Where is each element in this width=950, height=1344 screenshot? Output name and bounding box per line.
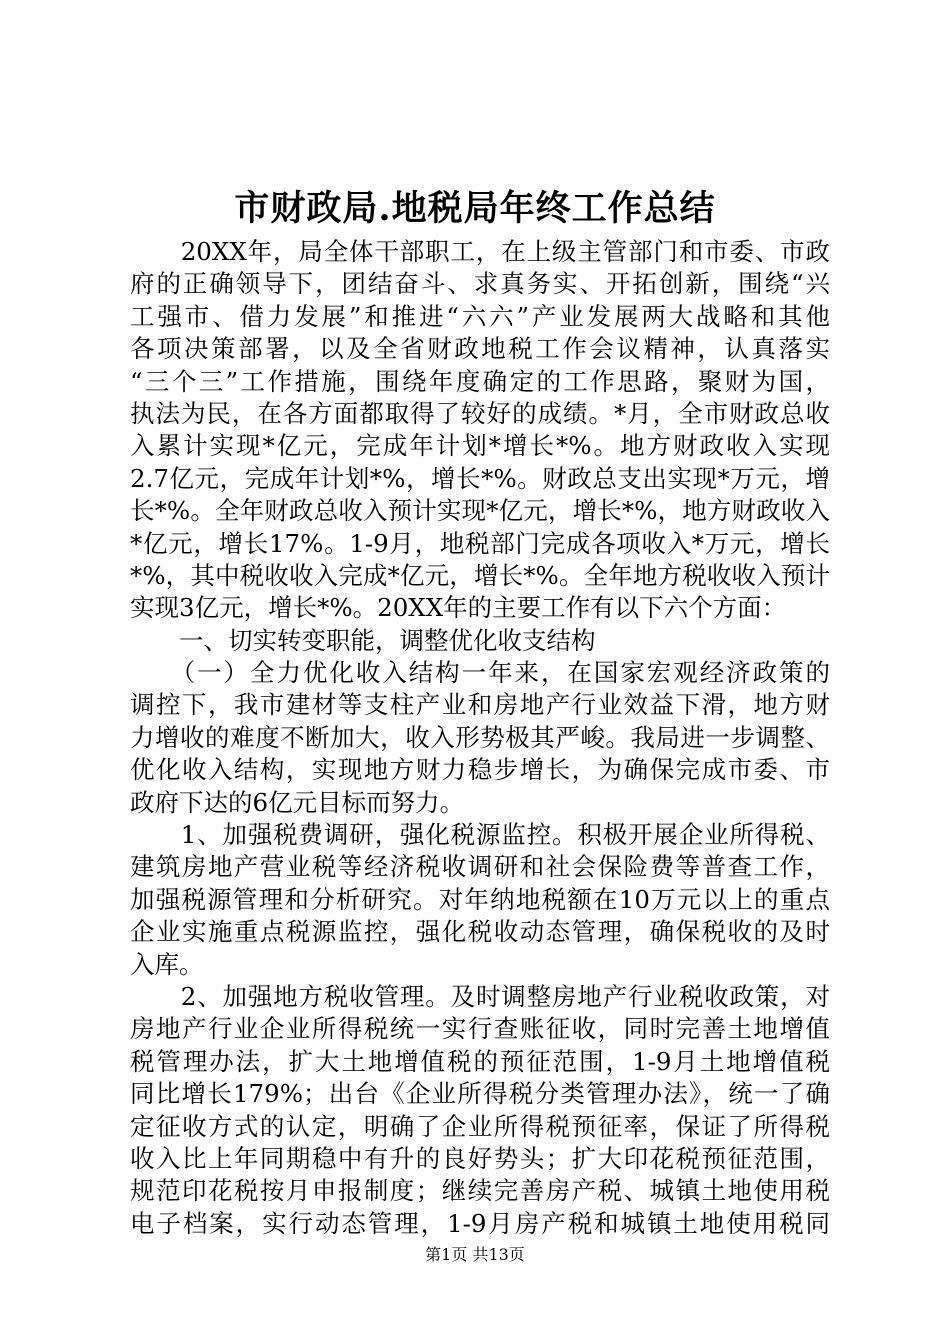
body-line: 20XX年，局全体干部职工，在上级主管部门和市委、市政 xyxy=(130,237,830,266)
body-line: 政府下达的6亿元目标而努力。 xyxy=(130,787,465,817)
body-line: 1、加强税费调研，强化税源监控。积极开展企业所得税、 xyxy=(130,820,830,850)
body-line: 实现3亿元，增长*%。20XX年的主要工作有以下六个方面： xyxy=(130,593,787,623)
body-line: 执法为民，在各方面都取得了较好的成绩。*月，全市财政总收 xyxy=(130,398,830,428)
section-heading: 一、切实转变职能，调整优化收支结构 xyxy=(130,625,596,655)
body-line: 府的正确领导下，团结奋斗、求真务实、开拓创新，围绕“兴 xyxy=(130,269,830,299)
body-line: 建筑房地产营业税等经济税收调研和社会保险费等普查工作， xyxy=(130,852,830,882)
document-title: 市财政局.地税局年终工作总结 xyxy=(234,188,716,229)
body-line: 长*%。全年财政总收入预计实现*亿元，增长*%，地方财政收入 xyxy=(130,496,830,526)
body-line: 房地产行业企业所得税统一实行查账征收，同时完善土地增值 xyxy=(130,1014,830,1044)
body-line: 收入比上年同期稳中有升的良好势头；扩大印花税预征范围， xyxy=(130,1143,830,1173)
body-line: 入库。 xyxy=(130,949,204,979)
document-body xyxy=(130,236,830,1240)
body-line: 定征收方式的认定，明确了企业所得税预征率，保证了所得税 xyxy=(130,1111,830,1141)
body-line: *亿元，增长17%。1-9月，地税部门完成各项收入*万元，增长 xyxy=(130,528,830,558)
body-line: 税管理办法，扩大土地增值税的预征范围，1-9月土地增值税 xyxy=(130,1046,830,1076)
body-line: 调控下，我市建材等支柱产业和房地产行业效益下滑，地方财 xyxy=(130,690,830,720)
body-line: 工强市、借力发展”和推进“六六”产业发展两大战略和其他 xyxy=(130,301,830,331)
body-line: 企业实施重点税源监控，强化税收动态管理，确保税收的及时 xyxy=(130,917,830,947)
body-line: （一）全力优化收入结构一年来，在国家宏观经济政策的 xyxy=(130,658,830,688)
body-line: “三个三”工作措施，围绕年度确定的工作思路，聚财为国， xyxy=(130,366,830,396)
body-line: 电子档案，实行动态管理，1-9月房产税和城镇土地使用税同 xyxy=(130,1208,830,1238)
body-line: 优化收入结构，实现地方财力稳步增长，为确保完成市委、市 xyxy=(130,755,830,785)
body-line: 加强税源管理和分析研究。对年纳地税额在10万元以上的重点 xyxy=(130,884,830,914)
body-line: 同比增长179%；出台《企业所得税分类管理办法》，统一了确 xyxy=(130,1079,830,1109)
body-line: 入累计实现*亿元，完成年计划*增长*%。地方财政收入实现 xyxy=(130,431,830,461)
body-line: 规范印花税按月申报制度；继续完善房产税、城镇土地使用税 xyxy=(130,1176,830,1206)
body-line: *%，其中税收收入完成*亿元，增长*%。全年地方税收收入预计 xyxy=(130,560,830,590)
page-number-footer: 第1页 共13页 xyxy=(425,1245,525,1264)
body-line: 2、加强地方税收管理。及时调整房地产行业税收政策，对 xyxy=(130,981,830,1011)
body-line: 2.7亿元，完成年计划*%，增长*%。财政总支出实现*万元，增 xyxy=(130,463,830,493)
body-line: 各项决策部署，以及全省财政地税工作会议精神，认真落实 xyxy=(130,334,830,364)
body-line: 力增收的难度不断加大，收入形势极其严峻。我局进一步调整、 xyxy=(130,722,830,752)
